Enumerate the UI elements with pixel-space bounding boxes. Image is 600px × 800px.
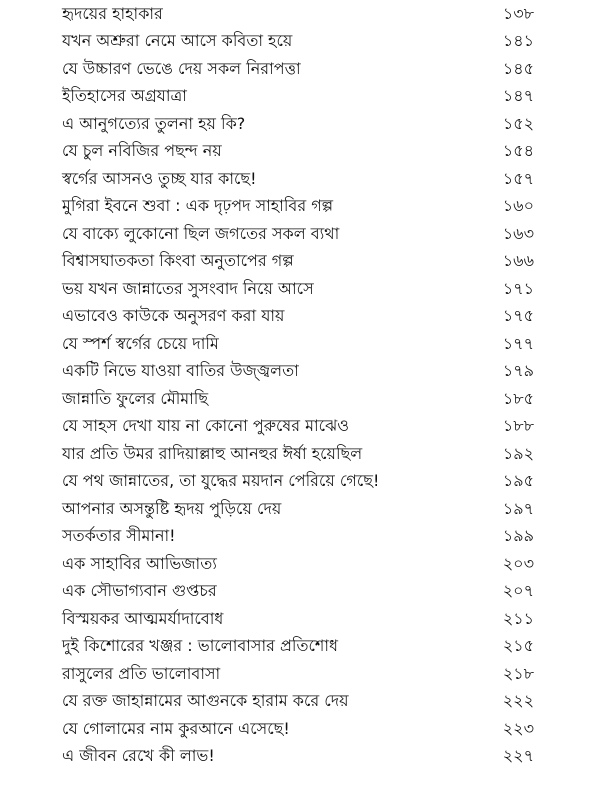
toc-row bbox=[0, 247, 600, 275]
toc-row bbox=[0, 330, 600, 358]
toc-row bbox=[0, 550, 600, 578]
toc-entry-title: জান্নাতি ফুলের মৌমাছি bbox=[62, 389, 209, 408]
toc-entry-title: রাসুলের প্রতি ভালোবাসা bbox=[62, 664, 221, 683]
toc-entry-title: ইতিহাসের অগ্রযাত্রা bbox=[62, 86, 187, 105]
toc-row bbox=[0, 27, 600, 55]
toc-entry-title: যার প্রতি উমর রাদিয়াল্লাহু আনহুর ঈর্ষা হয়েছিল bbox=[62, 444, 363, 463]
toc-row bbox=[0, 192, 600, 220]
toc-entry-title: সতর্কতার সীমানা! bbox=[62, 526, 176, 545]
toc-entry-title: আপনার অসন্তুষ্টি হৃদয় পুড়িয়ে দেয় bbox=[62, 499, 282, 518]
toc-row bbox=[0, 715, 600, 743]
toc-entry-title: যে সাহস দেখা যায় না কোনো পুরুষের মাঝেও bbox=[62, 416, 349, 435]
toc-entry-page: ১৯৯ bbox=[502, 526, 534, 545]
toc-entry-title: হৃদয়ের হাহাকার bbox=[62, 4, 163, 23]
toc-entry-page: ১৬৩ bbox=[502, 224, 534, 243]
toc-entry-page: ১৭৭ bbox=[502, 334, 534, 353]
toc-entry-page: ২১১ bbox=[502, 609, 534, 628]
toc-entry-title: এ জীবন রেখে কী লাভ! bbox=[62, 746, 215, 765]
toc-row bbox=[0, 577, 600, 605]
toc-entry-title: একটি নিভে যাওয়া বাতির উজ্জ্বলতা bbox=[62, 361, 299, 380]
toc-entry-title: এক সৌভাগ্যবান গুপ্তচর bbox=[62, 581, 217, 600]
toc-row bbox=[0, 220, 600, 248]
toc-entry-page: ২১৮ bbox=[502, 664, 534, 683]
toc-row bbox=[0, 82, 600, 110]
toc-entry-page: ২২৩ bbox=[502, 719, 534, 738]
toc-entry-title: যে স্পর্শ স্বর্গের চেয়ে দামি bbox=[62, 334, 219, 353]
toc-entry-page: ১৯৭ bbox=[502, 499, 534, 518]
toc-entry-page: ১৭৯ bbox=[502, 361, 534, 380]
toc-entry-page: ১৭১ bbox=[502, 279, 534, 298]
toc-entry-title: বিস্ময়কর আত্মমর্যাদাবোধ bbox=[62, 609, 224, 628]
toc-entry-page: ১৫৭ bbox=[502, 169, 534, 188]
toc-entry-title: ভয় যখন জান্নাতের সুসংবাদ নিয়ে আসে bbox=[62, 279, 314, 298]
toc-entry-page: ১৬০ bbox=[502, 196, 534, 215]
toc-entry-page: ১৯৫ bbox=[502, 471, 534, 490]
toc-entry-page: ২০৭ bbox=[502, 581, 534, 600]
toc-entry-page: ১৪৭ bbox=[502, 86, 534, 105]
toc-row bbox=[0, 687, 600, 715]
toc-row bbox=[0, 742, 600, 770]
toc-entry-title: যে গোলামের নাম কুরআনে এসেছে! bbox=[62, 719, 290, 738]
toc-row bbox=[0, 55, 600, 83]
toc-entry-title: দুই কিশোরের খঞ্জর : ভালোবাসার প্রতিশোধ bbox=[62, 636, 339, 655]
toc-entry-title: এক সাহাবির আভিজাত্য bbox=[62, 554, 217, 573]
toc-row bbox=[0, 605, 600, 633]
toc-row bbox=[0, 412, 600, 440]
toc-entry-page: ১৪১ bbox=[502, 31, 534, 50]
toc-entry-title: স্বর্গের আসনও তুচ্ছ যার কাছে! bbox=[62, 169, 257, 188]
toc-entry-page: ২১৫ bbox=[502, 636, 534, 655]
toc-entry-title: বিশ্বাসঘাতকতা কিংবা অনুতাপের গল্প bbox=[62, 251, 294, 270]
toc-entry-page: ২২৭ bbox=[502, 746, 534, 765]
toc-entry-page: ১৮৫ bbox=[502, 389, 534, 408]
toc-entry-page: ১৯২ bbox=[502, 444, 534, 463]
toc-row bbox=[0, 495, 600, 523]
toc-entry-title: যখন অশ্রুরা নেমে আসে কবিতা হয়ে bbox=[62, 31, 293, 50]
toc-row bbox=[0, 467, 600, 495]
toc-row bbox=[0, 0, 600, 28]
toc-entry-page: ২২২ bbox=[502, 691, 534, 710]
toc-entry-page: ১৫২ bbox=[502, 114, 534, 133]
toc-entry-page: ১৭৫ bbox=[502, 306, 534, 325]
toc-row bbox=[0, 385, 600, 413]
toc-row bbox=[0, 522, 600, 550]
toc-row bbox=[0, 137, 600, 165]
toc-entry-title: যে পথ জান্নাতের, তা যুদ্ধের ময়দান পেরিয়ে গেছে! bbox=[62, 471, 380, 490]
toc-entry-page: ১৮৮ bbox=[502, 416, 534, 435]
toc-row bbox=[0, 302, 600, 330]
toc-entry-page: ১৬৬ bbox=[502, 251, 534, 270]
toc-row bbox=[0, 440, 600, 468]
toc-entry-page: ১৩৮ bbox=[502, 4, 534, 23]
toc-row bbox=[0, 632, 600, 660]
toc-entry-page: ১৫৪ bbox=[502, 141, 534, 160]
toc-entry-title: মুগিরা ইবনে শুবা : এক দৃঢ়পদ সাহাবির গল্প bbox=[62, 196, 334, 215]
toc-entry-page: ২০৩ bbox=[502, 554, 534, 573]
toc-row bbox=[0, 110, 600, 138]
toc-row bbox=[0, 165, 600, 193]
toc-entry-title: যে চুল নবিজির পছন্দ নয় bbox=[62, 141, 222, 160]
toc-entry-title: এভাবেও কাউকে অনুসরণ করা যায় bbox=[62, 306, 285, 325]
toc-entry-title: যে বাক্যে লুকোনো ছিল জগতের সকল ব্যথা bbox=[62, 224, 340, 243]
toc-row bbox=[0, 275, 600, 303]
toc-row bbox=[0, 357, 600, 385]
toc-entry-page: ১৪৫ bbox=[502, 59, 534, 78]
toc-entry-title: যে রক্ত জাহান্নামের আগুনকে হারাম করে দেয় bbox=[62, 691, 349, 710]
toc-row bbox=[0, 660, 600, 688]
toc-entry-title: এ আনুগত্যের তুলনা হয় কি? bbox=[62, 114, 246, 133]
toc-entry-title: যে উচ্চারণ ভেঙে দেয় সকল নিরাপত্তা bbox=[62, 59, 301, 78]
